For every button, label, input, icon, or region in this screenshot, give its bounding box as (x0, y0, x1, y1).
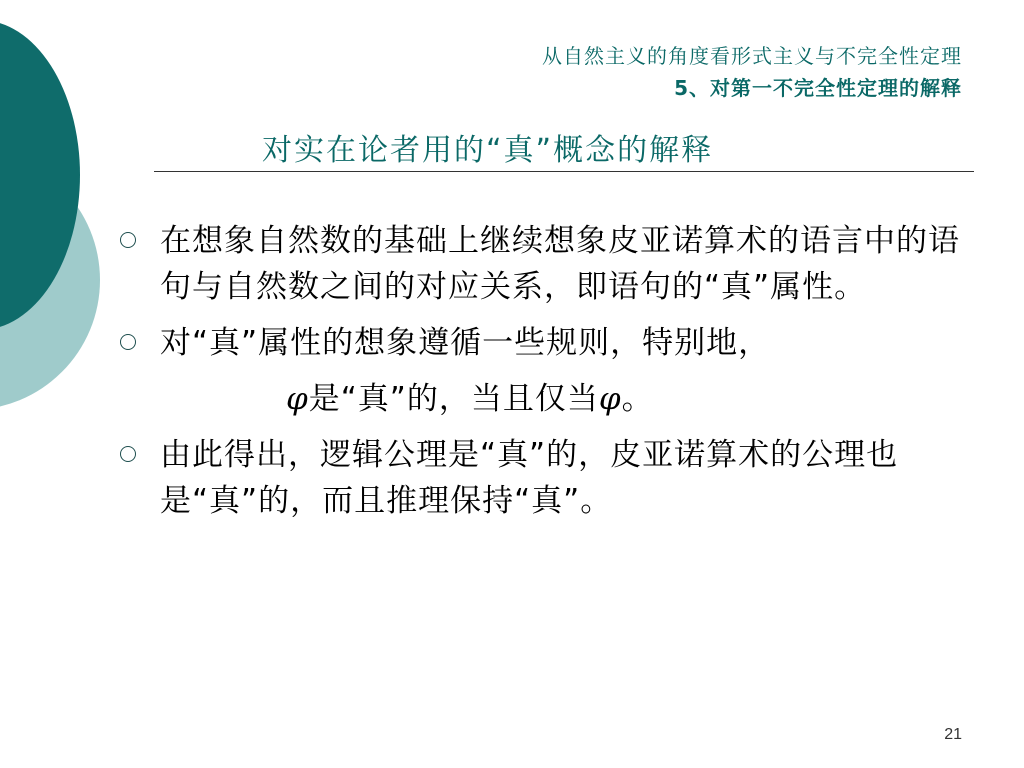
page-number: 21 (944, 726, 962, 743)
hollow-circle-bullet-icon (120, 232, 136, 248)
phi-symbol: φ (286, 381, 309, 417)
header-section: 5、对第一不完全性定理的解释 (674, 76, 962, 100)
bullet-list (118, 218, 968, 534)
formula-end: 。 (621, 381, 654, 417)
bullet-text: 对“真”属性的想象遵循一些规则，特别地， (160, 325, 771, 361)
hollow-circle-bullet-icon (120, 446, 136, 462)
bullet-item (118, 432, 968, 524)
hollow-circle-bullet-icon (120, 334, 136, 350)
slide-title: 对实在论者用的“真”概念的解释 (262, 133, 714, 168)
phi-symbol: φ (598, 381, 622, 417)
slide-header (542, 40, 962, 104)
title-divider (154, 171, 974, 172)
bullet-text: 在想象自然数的基础上继续想象皮亚诺算术的语言中的语句与自然数之间的对应关系，即语句的“真”属性。 (160, 223, 960, 305)
formula-text: 是“真”的，当且仅当 (308, 381, 599, 417)
formula-line (118, 376, 968, 422)
header-topic: 从自然主义的角度看形式主义与不完全性定理 (542, 44, 962, 68)
bullet-text: 由此得出，逻辑公理是“真”的，皮亚诺算术的公理也是“真”的，而且推理保持“真”。 (160, 437, 899, 519)
bullet-item (118, 218, 968, 310)
bullet-item (118, 320, 968, 366)
